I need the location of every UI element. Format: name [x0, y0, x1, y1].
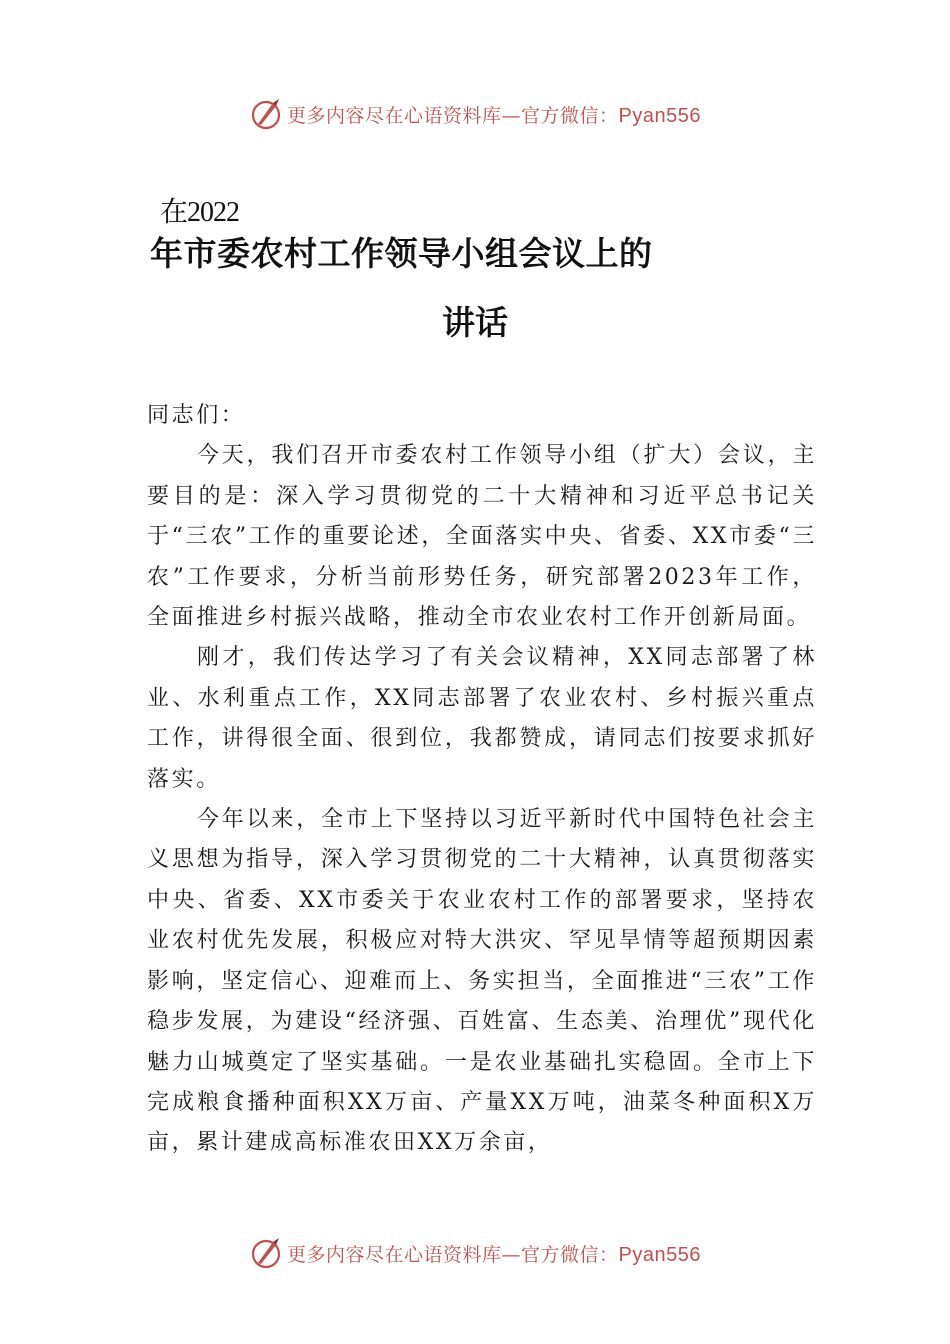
watermark-footer — [0, 1233, 950, 1273]
salutation: 同志们： — [147, 403, 246, 428]
watermark-text: 更多内容尽在心语资料库—官方微信：Pyan556 — [287, 1243, 701, 1266]
watermark-text: 更多内容尽在心语资料库—官方微信：Pyan556 — [287, 104, 701, 127]
document-title-line1: 年市委农村工作领导小组会议上的 — [150, 234, 653, 273]
paragraph-2: 刚才，我们传达学习了有关会议精神，XX同志部署了林业、水利重点工作，XX同志部署了农业农村、乡村振兴重点工作，讲得很全面、很到位，我都赞成，请同志们按要求抓好落实。 — [147, 645, 817, 792]
wechat-id: Pyan556 — [618, 104, 701, 127]
quill-pen-logo-icon — [249, 97, 283, 131]
speech-body — [147, 396, 817, 1164]
wechat-id: Pyan556 — [618, 1243, 701, 1266]
quill-pen-logo-icon — [249, 1236, 283, 1270]
paragraph-1: 今天，我们召开市委农村工作领导小组（扩大）会议，主要目的是：深入学习贯彻党的二十大精神和习近平总书记关于“三农”工作的重要论述，全面落实中央、省委、XX市委“三农”工作要求，分析当前形势任务，研究部署2023年工作，全面推进乡村振兴战略，推动全市农业农村工作开创新局面。 — [147, 443, 817, 631]
watermark-header — [0, 94, 950, 134]
title-prefix: 在2022 — [160, 197, 240, 228]
document-title-line2: 讲话 — [442, 303, 508, 342]
paragraph-3: 今年以来，全市上下坚持以习近平新时代中国特色社会主义思想为指导，深入学习贯彻党的二十大精神，认真贯彻落实中央、省委、XX市委关于农业农村工作的部署要求，坚持农业农村优先发展，积极应对特大洪灾、罕见旱情等超预期因素影响，坚定信心、迎难而上、务实担当，全面推进“三农”工作稳步发展，为建设“经济强、百姓富、生态美、治理优”现代化魅力山城奠定了坚实基础。一是农业基础扎实稳固。全市上下完成粮食播种面积XX万亩、产量XX万吨，油菜冬种面积X万亩，累计建成高标准农田XX万余亩， — [147, 807, 817, 1156]
